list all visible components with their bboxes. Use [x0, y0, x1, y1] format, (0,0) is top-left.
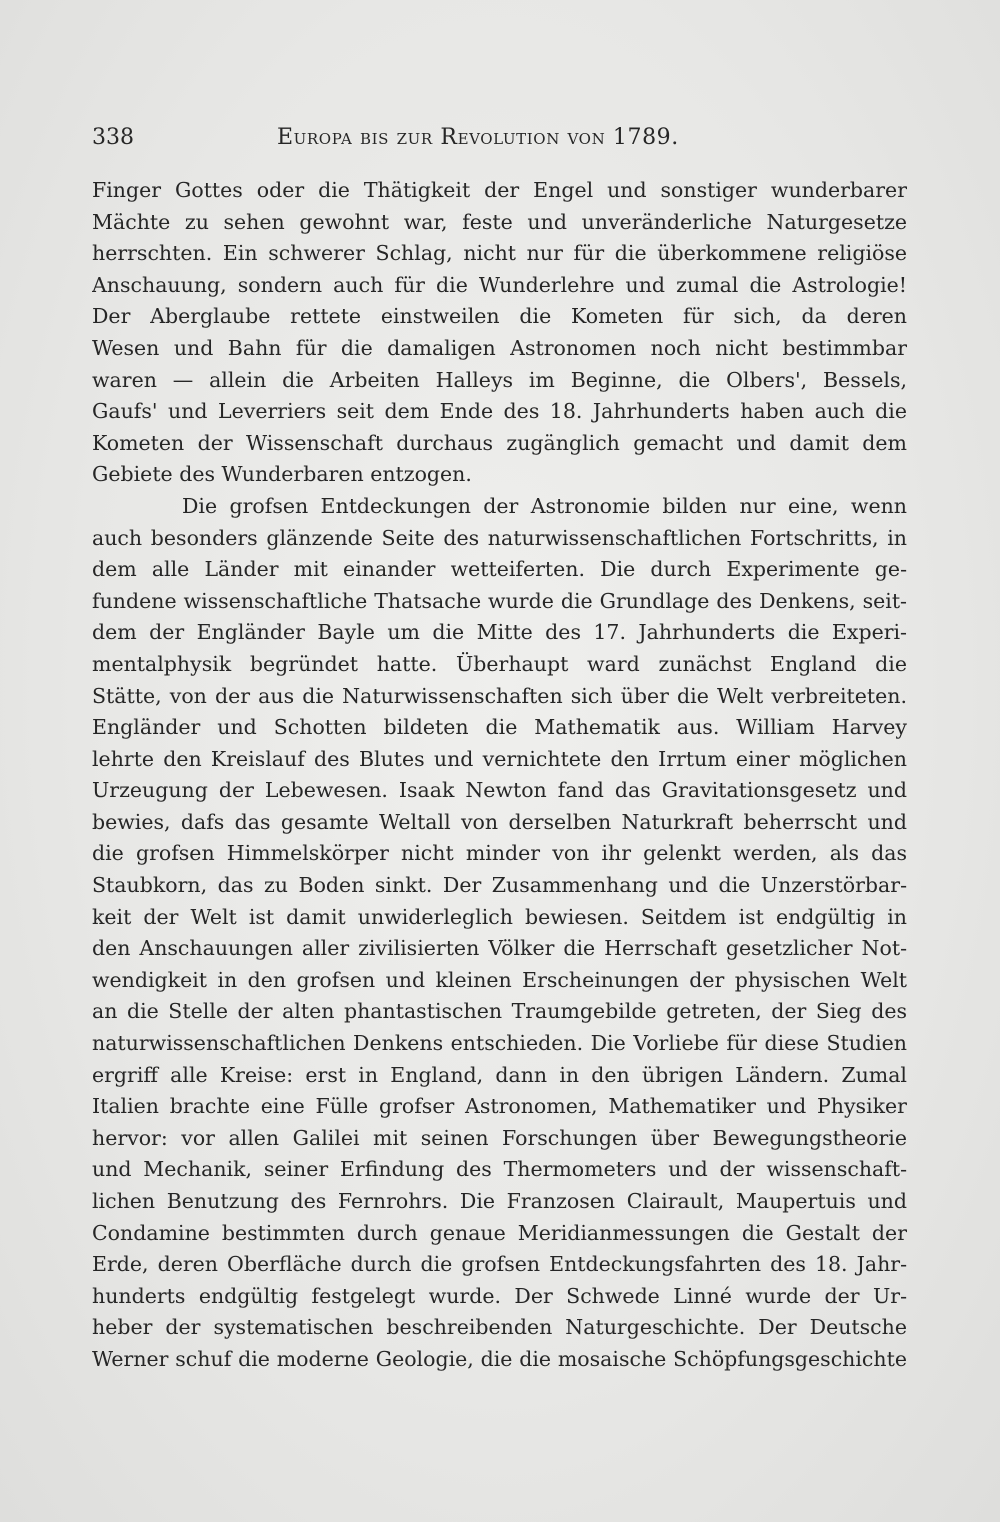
text-line: Wesen und Bahn für die damaligen Astronomen noch nicht bestimmbar: [92, 335, 907, 360]
text-line: hunderts endgültig festgelegt wurde. Der Schwede Linné wurde der Ur-: [92, 1283, 907, 1308]
text-line: Finger Gottes oder die Thätigkeit der Engel und sonstiger wunderbarer: [92, 178, 907, 202]
text-line: wendigkeit in den grofsen und kleinen Erscheinungen der physischen Welt: [92, 967, 907, 992]
text-line: Italien brachte eine Fülle grofser Astronomen, Mathematiker und Physiker: [92, 1094, 907, 1119]
text-line: Engländer und Schotten bildeten die Mathematik aus. William Harvey: [92, 715, 907, 740]
text-line: an die Stelle der alten phantastischen Traumgebilde getreten, der Sieg des: [92, 999, 907, 1024]
text-line: Gaufs' und Leverriers seit dem Ende des 18. Jahrhunderts haben auch die: [92, 399, 907, 424]
text-line: Werner schuf die moderne Geologie, die die mosaische Schöpfungsgeschichte: [92, 1346, 907, 1371]
text-line: keit der Welt ist damit unwiderleglich bewiesen. Seitdem ist endgültig in: [92, 904, 907, 929]
text-line: und Mechanik, seiner Erfindung des Thermometers und der wissenschaft-: [92, 1157, 907, 1182]
text-line: Anschauung, sondern auch für die Wunderlehre und zumal die Astrologie!: [92, 272, 907, 297]
page-header: [92, 122, 908, 154]
text-line: Urzeugung der Lebewesen. Isaak Newton fand das Gravitationsgesetz und: [92, 778, 907, 803]
text-line: dem alle Länder mit einander wetteiferten. Die durch Experimente ge-: [92, 557, 907, 582]
text-line: mentalphysik begründet hatte. Überhaupt ward zunächst England die: [92, 651, 907, 676]
text-line: Kometen der Wissenschaft durchaus zugänglich gemacht und damit dem: [92, 430, 907, 455]
text-line: bewies, dafs das gesamte Weltall von derselben Naturkraft beherrscht und: [92, 809, 907, 834]
text-line: Condamine bestimmten durch genaue Meridianmessungen die Gestalt der: [92, 1220, 907, 1245]
paragraph-start-line: Die grofsen Entdeckungen der Astronomie bilden nur eine, wenn: [182, 493, 907, 518]
text-line: lehrte den Kreislauf des Blutes und vernichtete den Irrtum einer möglichen: [92, 746, 907, 771]
text-line: die grofsen Himmelskörper nicht minder von ihr gelenkt werden, als das: [92, 841, 907, 866]
text-line: Mächte zu sehen gewohnt war, feste und unveränderliche Naturgesetze: [92, 209, 907, 234]
text-line: Staubkorn, das zu Boden sinkt. Der Zusammenhang und die Unzerstörbar-: [92, 873, 907, 898]
text-line: Stätte, von der aus die Naturwissenschaften sich über die Welt verbreiteten.: [92, 683, 907, 708]
text-line: Erde, deren Oberfläche durch die grofsen Entdeckungsfahrten des 18. Jahr-: [92, 1252, 907, 1277]
text-line: ergriff alle Kreise: erst in England, dann in den übrigen Ländern. Zumal: [92, 1062, 907, 1087]
text-line: herrschten. Ein schwerer Schlag, nicht nur für die überkommene religiöse: [92, 241, 907, 266]
text-line: lichen Benutzung des Fernrohrs. Die Franzosen Clairault, Maupertuis und: [92, 1189, 907, 1213]
text-line: hervor: vor allen Galilei mit seinen Forschungen über Bewegungstheorie: [92, 1125, 907, 1150]
text-line: waren — allein die Arbeiten Halleys im Beginne, die Olbers', Bessels,: [92, 367, 907, 392]
text-line: naturwissenschaftlichen Denkens entschieden. Die Vorliebe für diese Studien: [92, 1031, 907, 1056]
text-line: auch besonders glänzende Seite des naturwissenschaftlichen Fortschritts, in: [92, 525, 907, 550]
text-line: Der Aberglaube rettete einstweilen die Kometen für sich, da deren: [92, 304, 907, 329]
text-line: heber der systematischen beschreibenden Naturgeschichte. Der Deutsche: [92, 1315, 907, 1340]
text-line: fundene wissenschaftliche Thatsache wurde die Grundlage des Denkens, seit-: [92, 588, 907, 613]
body-text: [92, 175, 907, 1376]
text-line: den Anschauungen aller zivilisierten Völker die Herrschaft gesetzlicher Not-: [92, 936, 907, 961]
paragraph-end-line: Gebiete des Wunderbaren entzogen.: [92, 462, 472, 487]
running-title: Europa bis zur Revolution von 1789.: [277, 125, 679, 150]
page-number: 338: [92, 125, 134, 150]
text-line: dem der Engländer Bayle um die Mitte des 17. Jahrhunderts die Experi-: [92, 620, 907, 645]
